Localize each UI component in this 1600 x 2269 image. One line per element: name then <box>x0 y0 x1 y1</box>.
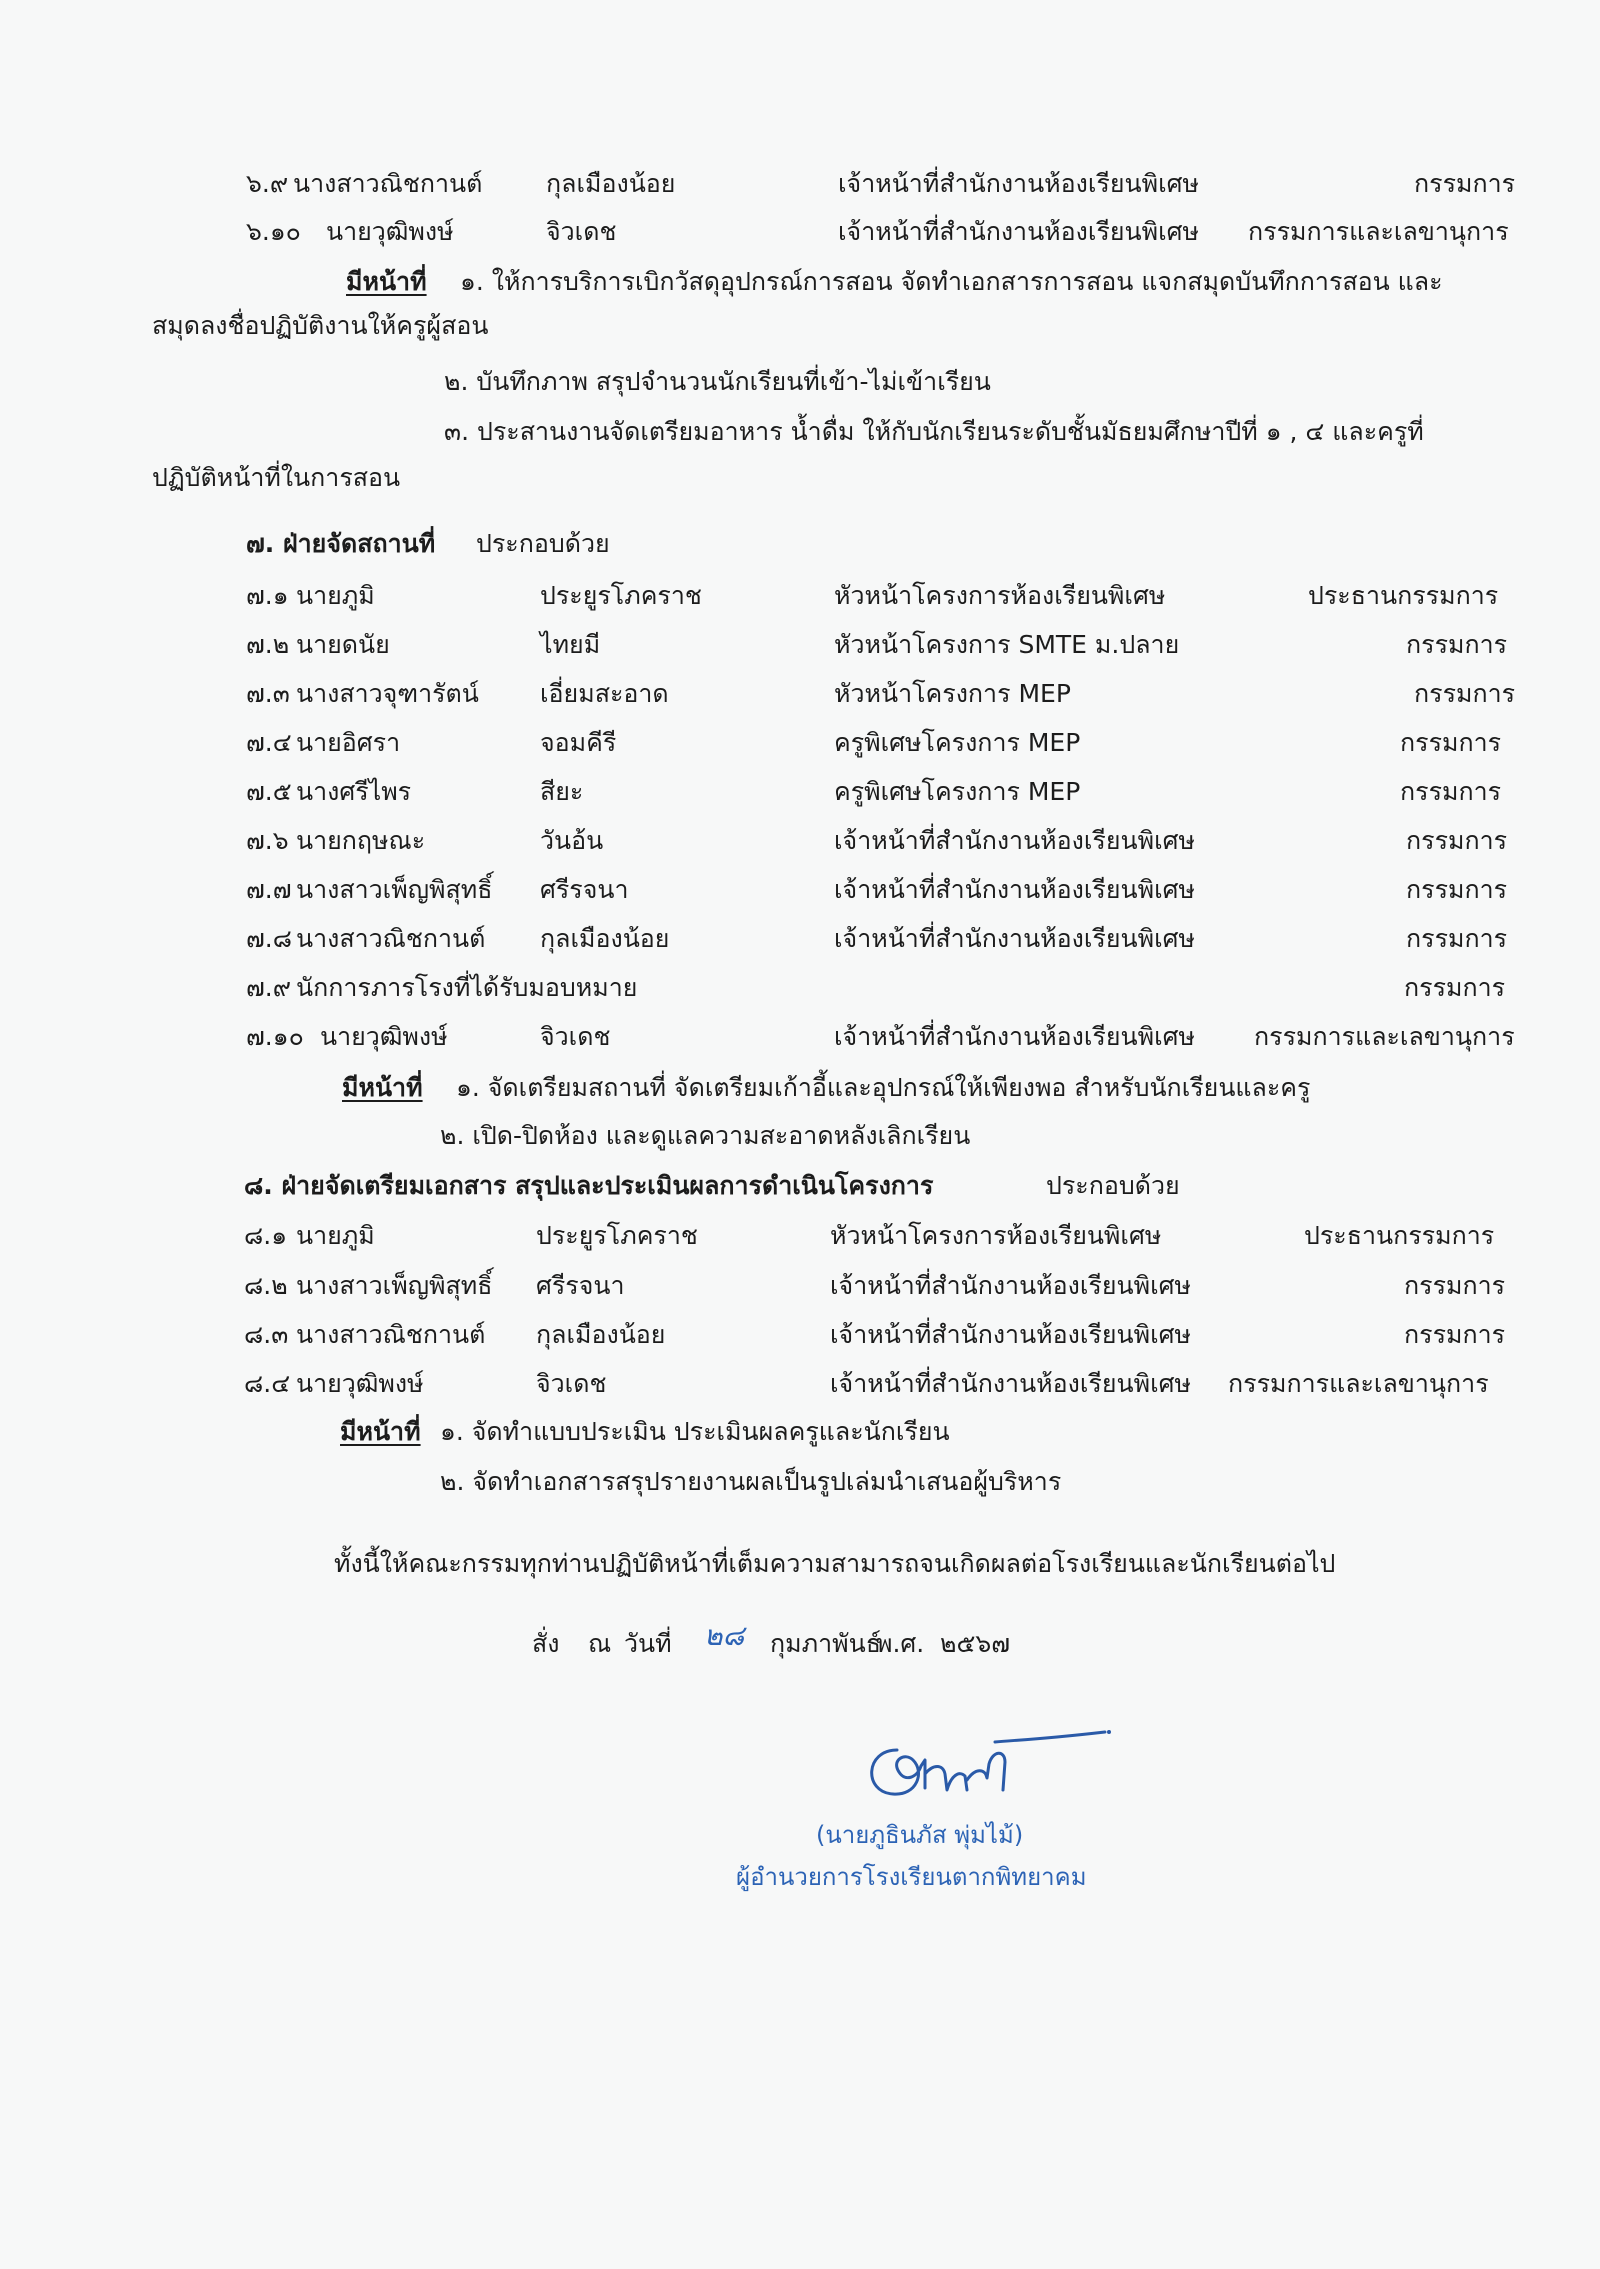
row-surname: เอี่ยมสะอาด <box>540 679 669 708</box>
duty-item: ๑. ให้การบริการเบิกวัสดุอุปกรณ์การสอน จัดทำเอกสารการสอน แจกสมุดบันทึกการสอน และ <box>460 267 1443 296</box>
row-position: หัวหน้าโครงการ SMTE ม.ปลาย <box>834 630 1180 659</box>
row-surname: สียะ <box>540 777 584 806</box>
order-era: พ.ศ. <box>876 1629 925 1658</box>
row-number: ๗.๗ <box>246 875 292 904</box>
order-prefix: สั่ง <box>532 1629 560 1658</box>
row-number: ๖.๙ <box>246 169 289 198</box>
row-surname: กุลเมืองน้อย <box>546 169 676 198</box>
handwritten-signature <box>855 1720 1115 1810</box>
row-position: ครูพิเศษโครงการ MEP <box>834 728 1081 757</box>
duty-item: ๑. จัดทำแบบประเมิน ประเมินผลครูและนักเรียน <box>440 1417 950 1446</box>
row-surname: ประยูรโภคราช <box>536 1221 698 1250</box>
section-heading: ๘. ฝ่ายจัดเตรียมเอกสาร สรุปและประเมินผลการดำเนินโครงการ <box>244 1171 934 1200</box>
order-year: ๒๕๖๗ <box>940 1629 1011 1658</box>
row-position: เจ้าหน้าที่สำนักงานห้องเรียนพิเศษ <box>838 169 1199 198</box>
row-surname: จอมคีรี <box>540 728 617 757</box>
row-position: เจ้าหน้าที่สำนักงานห้องเรียนพิเศษ <box>838 217 1199 246</box>
row-position: หัวหน้าโครงการห้องเรียนพิเศษ <box>834 581 1166 610</box>
row-position: ครูพิเศษโครงการ MEP <box>834 777 1081 806</box>
row-number: ๗.๓ <box>246 679 290 708</box>
row-role: กรรมการ <box>1406 924 1508 953</box>
row-position: หัวหน้าโครงการห้องเรียนพิเศษ <box>830 1221 1162 1250</box>
duty-item: ๒. เปิด-ปิดห้อง และดูแลความสะอาดหลังเลิกเรียน <box>440 1121 971 1150</box>
row-surname: วันอ้น <box>540 826 604 855</box>
row-number: ๗.๘ <box>246 924 293 953</box>
row-name: นายวุฒิพงษ์ <box>326 217 454 246</box>
row-position: เจ้าหน้าที่สำนักงานห้องเรียนพิเศษ <box>830 1369 1191 1398</box>
row-number: ๗.๙ <box>246 973 292 1002</box>
row-surname: ไทยมี <box>540 630 601 659</box>
signatory-title: ผู้อำนวยการโรงเรียนตากพิทยาคม <box>736 1863 1087 1891</box>
section-heading: ๗. ฝ่ายจัดสถานที่ <box>246 529 436 558</box>
row-number: ๘.๓ <box>244 1320 289 1349</box>
row-name: นายวุฒิพงษ์ <box>320 1022 448 1051</box>
row-role: กรรมการและเลขานุการ <box>1248 217 1509 246</box>
row-number: ๗.๑๐ <box>246 1022 304 1051</box>
row-name: นายวุฒิพงษ์ <box>296 1369 424 1398</box>
signatory-name: (นายภูธินภัส พุ่มไม้) <box>816 1821 1024 1849</box>
row-name: นางสาวเพ็ญพิสุทธิ์ <box>296 1271 493 1300</box>
row-name: นางสาวเพ็ญพิสุทธิ์ <box>296 875 493 904</box>
row-position: เจ้าหน้าที่สำนักงานห้องเรียนพิเศษ <box>830 1320 1191 1349</box>
row-number: ๗.๕ <box>246 777 292 806</box>
duty-label: มีหน้าที่ <box>342 1073 423 1102</box>
row-role: กรรมการและเลขานุการ <box>1228 1369 1489 1398</box>
row-role: กรรมการ <box>1404 1320 1506 1349</box>
row-role: กรรมการ <box>1406 630 1508 659</box>
row-name: นายภูมิ <box>296 581 375 610</box>
row-role: กรรมการและเลขานุการ <box>1254 1022 1515 1051</box>
closing-statement: ทั้งนี้ให้คณะกรรมทุกท่านปฏิบัติหน้าที่เต็มความสามารถจนเกิดผลต่อโรงเรียนและนักเรียนต่อไป <box>334 1549 1336 1578</box>
row-position: เจ้าหน้าที่สำนักงานห้องเรียนพิเศษ <box>834 826 1195 855</box>
row-number: ๖.๑๐ <box>246 217 301 246</box>
duty-item: ๑. จัดเตรียมสถานที่ จัดเตรียมเก้าอี้และอุปกรณ์ให้เพียงพอ สำหรับนักเรียนและครู <box>456 1073 1311 1102</box>
duty-label: มีหน้าที่ <box>340 1417 421 1446</box>
row-name: นางสาวณิชกานต์ <box>293 169 483 198</box>
row-number: ๗.๒ <box>246 630 290 659</box>
row-position: เจ้าหน้าที่สำนักงานห้องเรียนพิเศษ <box>834 1022 1195 1051</box>
row-number: ๗.๑ <box>246 581 289 610</box>
row-name: นักการภารโรงที่ได้รับมอบหมาย <box>296 973 638 1002</box>
row-name: นายภูมิ <box>296 1221 375 1250</box>
row-position: เจ้าหน้าที่สำนักงานห้องเรียนพิเศษ <box>834 924 1195 953</box>
order-day-handwritten: ๒๘ <box>704 1619 745 1652</box>
duty-item-continued: ปฏิบัติหน้าที่ในการสอน <box>152 463 401 492</box>
row-role: กรรมการ <box>1400 777 1502 806</box>
section-consists: ประกอบด้วย <box>1046 1171 1180 1200</box>
row-number: ๘.๑ <box>244 1221 288 1250</box>
duty-item: ๒. บันทึกภาพ สรุปจำนวนนักเรียนที่เข้า-ไม่เข้าเรียน <box>444 367 991 396</box>
row-number: ๗.๖ <box>246 826 289 855</box>
row-surname: ศรีรจนา <box>536 1271 625 1300</box>
row-surname: ศรีรจนา <box>540 875 629 904</box>
row-role: กรรมการ <box>1414 679 1516 708</box>
row-position: เจ้าหน้าที่สำนักงานห้องเรียนพิเศษ <box>834 875 1195 904</box>
order-month: กุมภาพันธ์ <box>770 1629 881 1658</box>
row-role: กรรมการ <box>1404 1271 1506 1300</box>
row-role: ประธานกรรมการ <box>1308 581 1499 610</box>
row-surname: จิวเดช <box>536 1369 607 1398</box>
row-position: เจ้าหน้าที่สำนักงานห้องเรียนพิเศษ <box>830 1271 1191 1300</box>
row-name: นายดนัย <box>296 630 390 659</box>
row-number: ๗.๔ <box>246 728 292 757</box>
row-role: กรรมการ <box>1404 973 1506 1002</box>
row-name: นางสาวจุฑารัตน์ <box>296 679 479 708</box>
row-name: นางสาวณิชกานต์ <box>296 1320 486 1349</box>
section-consists: ประกอบด้วย <box>476 529 610 558</box>
row-surname: จิวเดช <box>546 217 617 246</box>
duty-item: ๓. ประสานงานจัดเตรียมอาหาร น้ำดื่ม ให้กับนักเรียนระดับชั้นมัธยมศึกษาปีที่ ๑ , ๔ และครูที่ <box>444 417 1424 446</box>
row-role: กรรมการ <box>1400 728 1502 757</box>
row-name: นางศรีไพร <box>296 777 412 806</box>
row-number: ๘.๒ <box>244 1271 288 1300</box>
row-role: กรรมการ <box>1406 875 1508 904</box>
row-number: ๘.๔ <box>244 1369 291 1398</box>
row-surname: กุลเมืองน้อย <box>540 924 670 953</box>
row-position: หัวหน้าโครงการ MEP <box>834 679 1071 708</box>
row-surname: กุลเมืองน้อย <box>536 1320 666 1349</box>
duty-label: มีหน้าที่ <box>346 267 427 296</box>
row-name: นางสาวณิชกานต์ <box>296 924 486 953</box>
row-surname: จิวเดช <box>540 1022 611 1051</box>
duty-item: ๒. จัดทำเอกสารสรุปรายงานผลเป็นรูปเล่มนำเสนอผู้บริหาร <box>440 1467 1062 1496</box>
row-role: กรรมการ <box>1406 826 1508 855</box>
order-day-label: วันที่ <box>624 1629 672 1658</box>
row-name: นายอิศรา <box>296 728 401 757</box>
row-role: ประธานกรรมการ <box>1304 1221 1495 1250</box>
row-name: นายกฤษณะ <box>296 826 426 855</box>
row-role: กรรมการ <box>1414 169 1516 198</box>
row-surname: ประยูรโภคราช <box>540 581 702 610</box>
order-at: ณ <box>588 1629 612 1658</box>
duty-item-continued: สมุดลงชื่อปฏิบัติงานให้ครูผู้สอน <box>152 311 489 340</box>
